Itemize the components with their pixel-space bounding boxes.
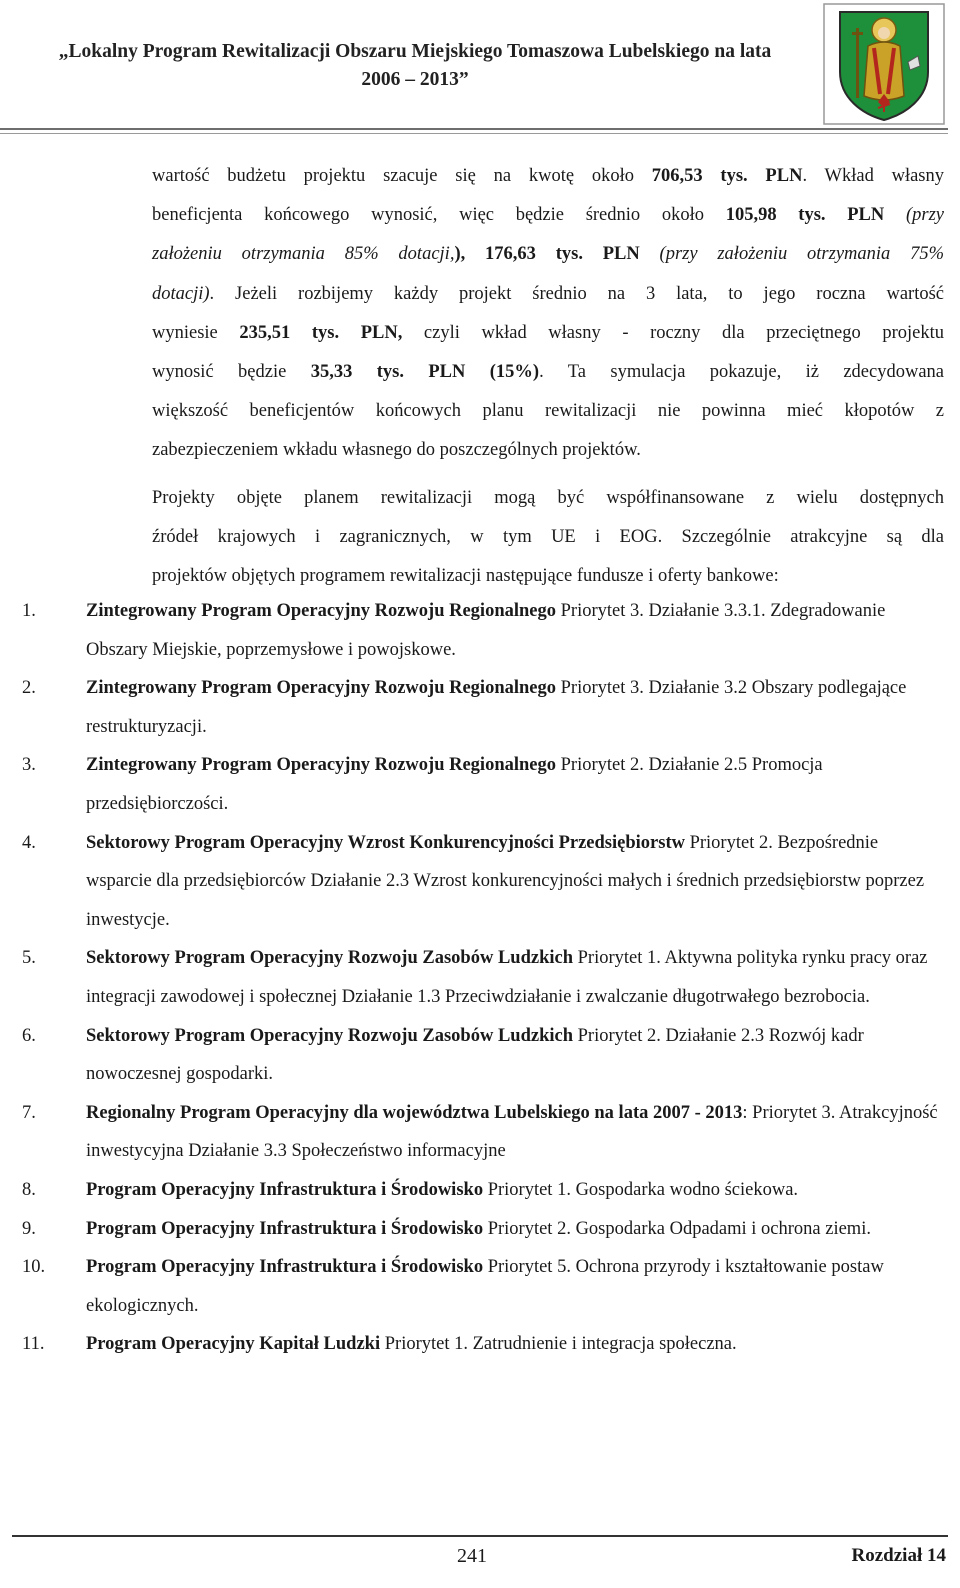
list-text (86, 824, 942, 940)
paragraph-line: większość beneficjentów końcowych planu rewitalizacji nie powinna mieć kłopotów z (152, 401, 944, 422)
program-details: Priorytet 1. Zatrudnienie i integracja społeczna. (380, 1334, 737, 1355)
program-details: Priorytet 2. Bezpośrednie wsparcie dla przedsiębiorców Działanie 2.3 Wzrost konkurencyjności małych i średnich przedsiębiorstw poprzez inwestycje. (86, 832, 925, 930)
list-text (86, 592, 942, 669)
program-name: Program Operacyjny Infrastruktura i Środowisko (86, 1218, 484, 1239)
program-details: Priorytet 3. Działanie 3.2 Obszary podlegające restrukturyzacji. (86, 678, 907, 737)
header-title (30, 38, 800, 94)
list-text (86, 1171, 942, 1210)
paragraph-line: źródeł krajowych i zagranicznych, w tym UE i EOG. Szczególnie atrakcyjne są dla (152, 527, 944, 548)
paragraph-funding (152, 479, 944, 597)
list-item (0, 1017, 960, 1094)
program-details: Priorytet 3. Działanie 3.3.1. Zdegradowanie Obszary Miejskie, poprzemysłowe i powojskowe. (86, 601, 886, 660)
bold-amount: 235,51 tys. PLN, (239, 322, 403, 343)
text-run: . Jeżeli rozbijemy każdy projekt średnio na 3 lata, to jego roczna wartość (209, 283, 944, 304)
list-item (0, 1248, 960, 1325)
list-number: 9. (22, 1218, 36, 1239)
list-text (86, 939, 942, 1016)
program-details: Priorytet 5. Ochrona przyrody i kształtowanie postaw ekologicznych. (86, 1257, 884, 1316)
bold-amount: 35,33 tys. PLN (15%) (310, 362, 540, 383)
list-item (0, 1325, 960, 1364)
text-run: beneficjenta końcowego wynosić, więc będzie średnio około (152, 205, 726, 226)
list-number: 2. (22, 678, 36, 699)
page-header (0, 0, 960, 142)
list-text (86, 669, 942, 746)
chapter-label: Rozdział 14 (851, 1545, 946, 1566)
paragraph-line (152, 235, 944, 274)
coat-of-arms-logo (822, 2, 946, 126)
list-number: 8. (22, 1179, 36, 1200)
program-name: Sektorowy Program Operacyjny Rozwoju Zasobów Ludzkich (86, 948, 573, 969)
list-item (0, 1094, 960, 1171)
program-name: Sektorowy Program Operacyjny Wzrost Konkurencyjności Przedsiębiorstw (86, 832, 685, 853)
list-text (86, 1210, 942, 1249)
list-number: 1. (22, 601, 36, 621)
italic-run: (przy założeniu otrzymania 75% (639, 244, 945, 265)
program-name: Program Operacyjny Kapitał Ludzki (86, 1334, 381, 1355)
page-number: 241 (457, 1545, 487, 1567)
paragraph-line (152, 275, 944, 314)
list-text (86, 1248, 942, 1325)
list-item (0, 824, 960, 940)
paragraph-line (152, 314, 944, 353)
program-details: Priorytet 2. Działanie 2.3 Rozwój kadr nowoczesnej gospodarki. (86, 1025, 864, 1085)
paragraph-budget (152, 157, 944, 471)
program-name: Program Operacyjny Infrastruktura i Środowisko (86, 1179, 484, 1200)
text-run: wartość budżetu projektu szacuje się na kwotę około (152, 166, 652, 186)
paragraph-line (152, 196, 944, 235)
header-rule-thin (0, 133, 948, 134)
header-title-line2: 2006 – 2013” (361, 69, 469, 90)
bold-amount: 706,53 tys. PLN (651, 166, 803, 186)
paragraph-line (152, 353, 944, 392)
paragraph-line: Projekty objęte planem rewitalizacji mogą być współfinansowane z wielu dostępnych (152, 488, 944, 508)
italic-run: (przy (884, 205, 944, 226)
paragraph-line: zabezpieczeniem wkładu własnego do poszczególnych projektów. (152, 440, 641, 461)
program-details: : Priorytet 3. Atrakcyjność inwestycyjna Działanie 3.3 Społeczeństwo informacyjne (86, 1102, 938, 1162)
program-name: Program Operacyjny Infrastruktura i Środowisko (86, 1257, 484, 1278)
list-item (0, 1210, 960, 1249)
list-text (86, 1325, 942, 1364)
list-item (0, 592, 960, 669)
program-details: Priorytet 2. Gospodarka Odpadami i ochrona ziemi. (483, 1218, 871, 1239)
list-number: 4. (22, 832, 36, 853)
program-details: Priorytet 2. Działanie 2.5 Promocja przedsiębiorczości. (86, 755, 823, 814)
list-number: 10. (22, 1257, 46, 1278)
program-name: Zintegrowany Program Operacyjny Rozwoju Regionalnego (86, 601, 556, 621)
list-text (86, 1017, 942, 1094)
program-name: Zintegrowany Program Operacyjny Rozwoju Regionalnego (86, 678, 556, 699)
program-name: Sektorowy Program Operacyjny Rozwoju Zasobów Ludzkich (86, 1025, 573, 1046)
list-number: 6. (22, 1025, 36, 1046)
text-run: wynosić będzie (152, 362, 311, 383)
bold-amount: ), 176,63 tys. PLN (454, 244, 640, 265)
list-number: 5. (22, 948, 36, 969)
list-number: 7. (22, 1102, 36, 1123)
funding-programs-list (0, 592, 960, 1364)
program-name: Zintegrowany Program Operacyjny Rozwoju Regionalnego (86, 755, 556, 776)
list-item (0, 669, 960, 746)
list-number: 3. (22, 755, 36, 776)
paragraph-line (152, 157, 944, 196)
program-name: Regionalny Program Operacyjny dla województwa Lubelskiego na lata 2007 - 2013 (86, 1102, 743, 1123)
list-text (86, 1094, 942, 1171)
list-item (0, 746, 960, 823)
footer-rule (12, 1535, 948, 1537)
list-item (0, 1171, 960, 1210)
paragraph-line: projektów objętych programem rewitalizacji następujące fundusze i oferty bankowe: (152, 566, 779, 587)
italic-run: założeniu otrzymania 85% dotacji, (152, 244, 455, 265)
bold-amount: 105,98 tys. PLN (725, 205, 885, 226)
text-run: czyli wkład własny - roczny dla przeciętnego projektu (402, 322, 944, 343)
list-item (0, 939, 960, 1016)
italic-run: dotacji) (152, 283, 210, 304)
program-details: Priorytet 1. Aktywna polityka rynku pracy oraz integracji zawodowej i społecznej Działanie 1.3 Przeciwdziałanie i zwalczanie długotrwałego bezrobocia. (86, 948, 928, 1007)
header-rule (0, 128, 948, 130)
program-details: Priorytet 1. Gospodarka wodno ściekowa. (483, 1179, 799, 1200)
list-number: 11. (22, 1334, 45, 1355)
header-title-line1: „Lokalny Program Rewitalizacji Obszaru Miejskiego Tomaszowa Lubelskiego na lata (58, 41, 772, 62)
text-run: . Ta symulacja pokazuje, iż zdecydowana (539, 362, 945, 383)
list-text (86, 746, 942, 823)
text-run: wyniesie (152, 322, 240, 343)
text-run: . Wkład własny (802, 166, 945, 186)
